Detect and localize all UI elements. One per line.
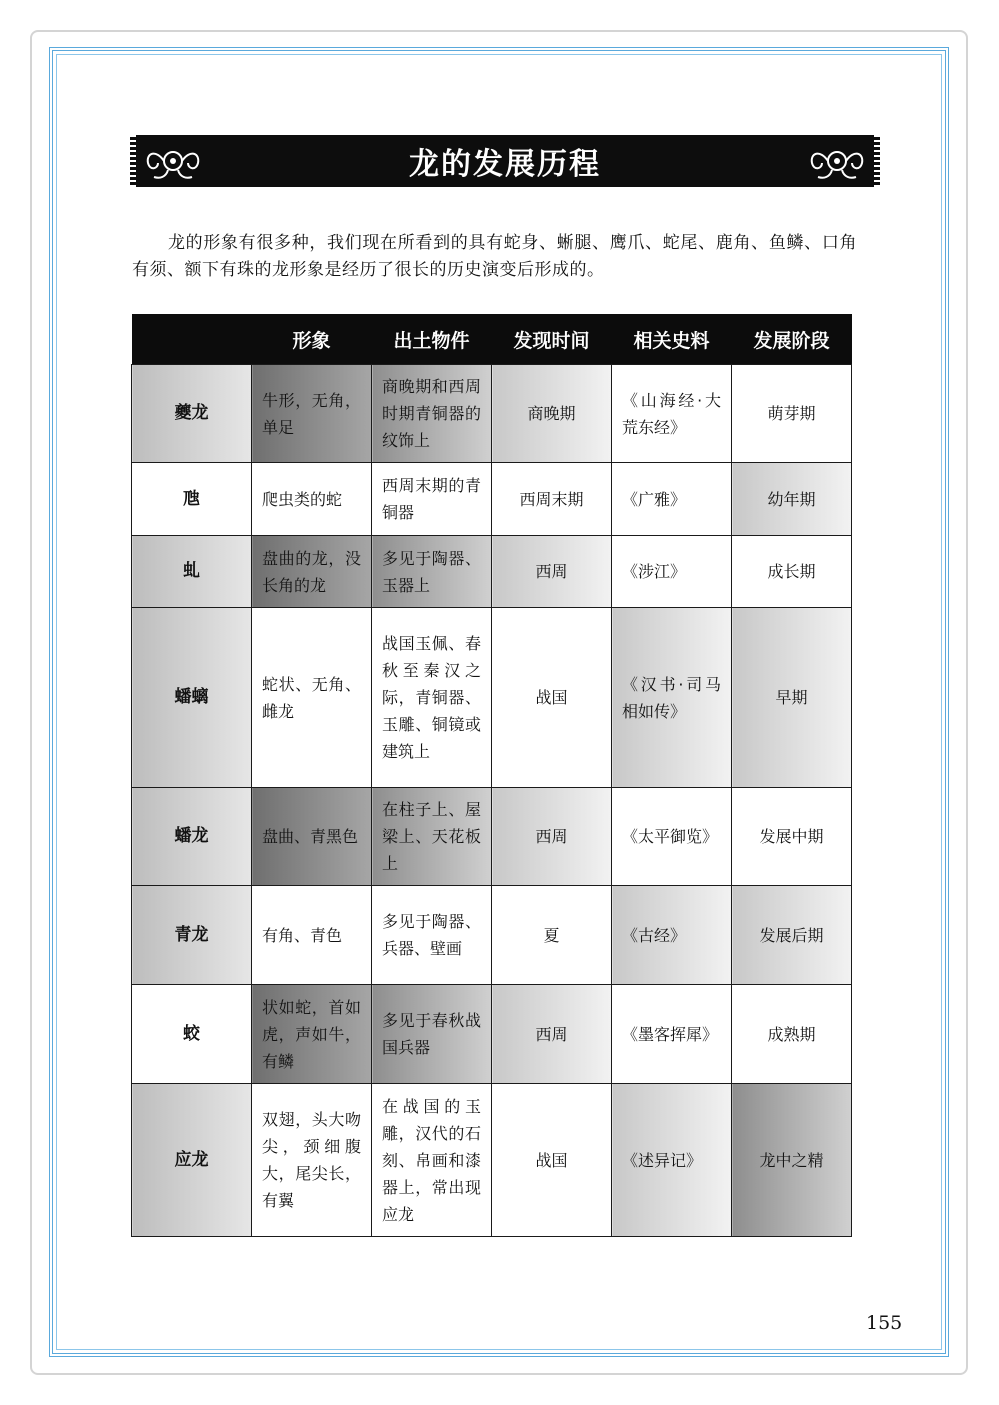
banner-edge-left (130, 135, 136, 187)
dragon-name-cell: 夔龙 (132, 365, 252, 463)
table-cell: 《汉书·司马相如传》 (612, 608, 732, 788)
header-cell: 形象 (252, 314, 372, 365)
intro-paragraph: 龙的形象有很多种，我们现在所看到的具有蛇身、蜥腿、鹰爪、蛇尾、鹿角、鱼鳞、口角有须、额下有珠的龙形象是经历了很长的历史演变后形成的。 (132, 233, 857, 280)
table-cell: 《涉江》 (612, 536, 732, 608)
table-cell: 《墨客挥犀》 (612, 985, 732, 1084)
table-cell: 爬虫类的蛇 (252, 463, 372, 536)
table-row (132, 608, 852, 788)
table-cell: 战国 (492, 1084, 612, 1237)
page-title: 龙的发展历程 (409, 147, 601, 182)
page-number: 155 (866, 1312, 903, 1334)
table-row (132, 886, 852, 985)
dragon-name-cell: 青龙 (132, 886, 252, 985)
header-cell: 出土物件 (372, 314, 492, 365)
table-header-row (132, 314, 852, 365)
table-row (132, 985, 852, 1084)
table-cell: 战国玉佩、春秋至秦汉之际，青铜器、玉雕、铜镜或建筑上 (372, 608, 492, 788)
header-cell (132, 314, 252, 365)
table-cell: 蛇状、无角、雌龙 (252, 608, 372, 788)
table-cell: 早期 (732, 608, 852, 788)
header-cell: 相关史料 (612, 314, 732, 365)
table-cell: 西周末期 (492, 463, 612, 536)
table-cell: 西周 (492, 788, 612, 886)
table-cell: 《山海经·大荒东经》 (612, 365, 732, 463)
dragon-name-cell: 蛟 (132, 985, 252, 1084)
table-row (132, 365, 852, 463)
table-cell: 盘曲、青黑色 (252, 788, 372, 886)
dragon-history-table (131, 314, 851, 1237)
title-banner (130, 135, 880, 187)
table-row (132, 788, 852, 886)
table-cell: 成长期 (732, 536, 852, 608)
header-cell: 发展阶段 (732, 314, 852, 365)
table-cell: 有角、青色 (252, 886, 372, 985)
table-cell: 牛形，无角，单足 (252, 365, 372, 463)
dragon-ornament-icon (802, 139, 872, 183)
table-cell: 《述异记》 (612, 1084, 732, 1237)
table-cell: 盘曲的龙，没长角的龙 (252, 536, 372, 608)
table-cell: 萌芽期 (732, 365, 852, 463)
header-cell: 发现时间 (492, 314, 612, 365)
table-cell: 多见于春秋战国兵器 (372, 985, 492, 1084)
table-cell: 多见于陶器、玉器上 (372, 536, 492, 608)
banner-edge-right (874, 135, 880, 187)
table-cell: 西周末期的青铜器 (372, 463, 492, 536)
table-row (132, 536, 852, 608)
dragon-name-cell: 虬 (132, 536, 252, 608)
dragon-name-cell: 蟠螭 (132, 608, 252, 788)
table-row (132, 463, 852, 536)
dragon-name-cell: 应龙 (132, 1084, 252, 1237)
dragon-ornament-icon (138, 139, 208, 183)
table-cell: 《太平御览》 (612, 788, 732, 886)
table-cell: 双翅，头大吻尖，颈细腹大，尾尖长，有翼 (252, 1084, 372, 1237)
table-cell: 龙中之精 (732, 1084, 852, 1237)
table-cell: 《广雅》 (612, 463, 732, 536)
dragon-name-cell: 蟠龙 (132, 788, 252, 886)
table-cell: 在柱子上、屋梁上、天花板上 (372, 788, 492, 886)
table-cell: 发展中期 (732, 788, 852, 886)
table-cell: 西周 (492, 985, 612, 1084)
table-cell: 幼年期 (732, 463, 852, 536)
table-cell: 夏 (492, 886, 612, 985)
table-cell: 商晚期和西周时期青铜器的纹饰上 (372, 365, 492, 463)
table-cell: 西周 (492, 536, 612, 608)
table-cell: 商晚期 (492, 365, 612, 463)
table-cell: 多见于陶器、兵器、壁画 (372, 886, 492, 985)
table-cell: 状如蛇，首如虎，声如牛，有鳞 (252, 985, 372, 1084)
table-cell: 发展后期 (732, 886, 852, 985)
table-cell: 《古经》 (612, 886, 732, 985)
table-cell: 在战国的玉雕，汉代的石刻、帛画和漆器上，常出现应龙 (372, 1084, 492, 1237)
dragon-name-cell: 虺 (132, 463, 252, 536)
table-cell: 成熟期 (732, 985, 852, 1084)
table-cell: 战国 (492, 608, 612, 788)
table-row (132, 1084, 852, 1237)
